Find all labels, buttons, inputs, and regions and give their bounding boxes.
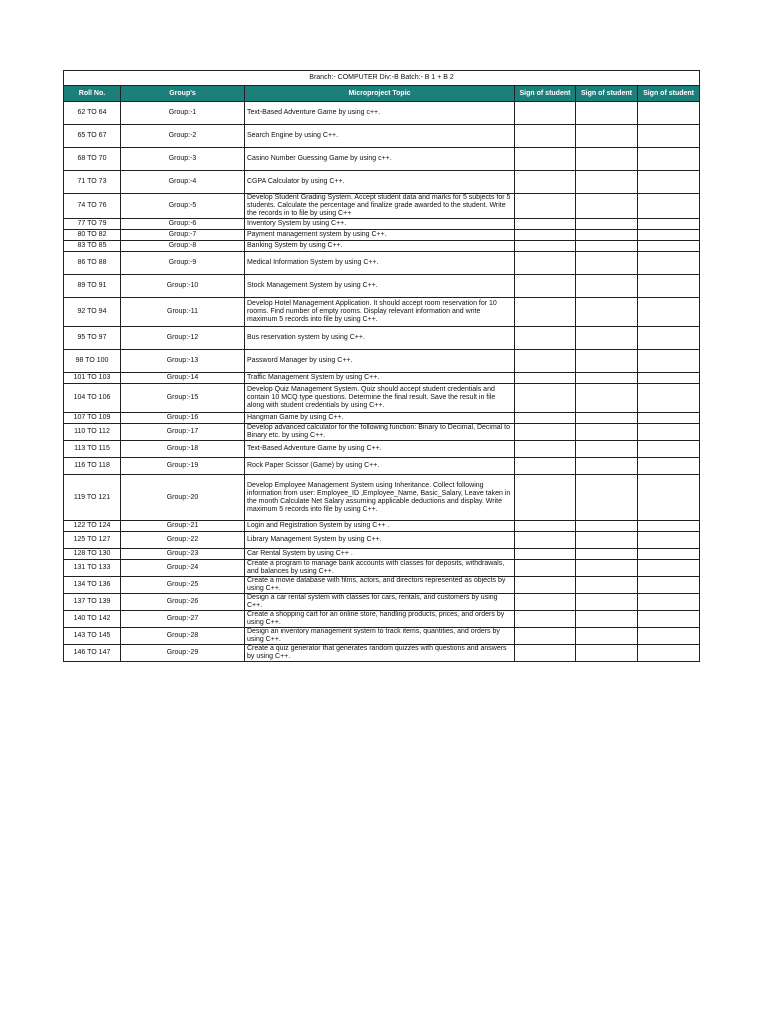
table-row [64,594,700,611]
roll-no-cell: 83 TO 85 [64,241,121,252]
signature-cell-1[interactable] [515,230,576,241]
topic-cell: Search Engine by using C++. [245,125,515,148]
roll-no-cell: 110 TO 112 [64,424,121,441]
roll-no-cell: 77 TO 79 [64,219,121,230]
signature-cell-2[interactable] [576,298,638,327]
signature-cell-2[interactable] [576,594,638,611]
signature-cell-2[interactable] [576,441,638,458]
signature-cell-2[interactable] [576,219,638,230]
group-cell: Group:-10 [121,275,245,298]
signature-cell-3[interactable] [638,549,700,560]
signature-cell-2[interactable] [576,458,638,475]
signature-cell-1[interactable] [515,384,576,413]
signature-cell-3[interactable] [638,230,700,241]
signature-cell-3[interactable] [638,413,700,424]
group-cell: Group:-14 [121,373,245,384]
signature-cell-1[interactable] [515,560,576,577]
group-cell: Group:-8 [121,241,245,252]
signature-cell-1[interactable] [515,171,576,194]
signature-cell-1[interactable] [515,441,576,458]
signature-cell-2[interactable] [576,252,638,275]
signature-cell-1[interactable] [515,424,576,441]
roll-no-cell: 65 TO 67 [64,125,121,148]
signature-cell-1[interactable] [515,194,576,219]
topic-cell: Car Rental System by using C++ . [245,549,515,560]
topic-cell: Stock Management System by using C++. [245,275,515,298]
table-row [64,475,700,521]
signature-cell-2[interactable] [576,532,638,549]
signature-cell-1[interactable] [515,148,576,171]
topic-cell: Create a movie database with films, actors, and directors represented as objects by using C++. [245,577,515,594]
group-cell: Group:-5 [121,194,245,219]
roll-no-cell: 104 TO 106 [64,384,121,413]
signature-cell-2[interactable] [576,577,638,594]
signature-cell-3[interactable] [638,241,700,252]
group-cell: Group:-17 [121,424,245,441]
topic-cell: Traffic Management System by using C++. [245,373,515,384]
table-row [64,424,700,441]
signature-cell-1[interactable] [515,413,576,424]
roll-no-cell: 107 TO 109 [64,413,121,424]
signature-cell-1[interactable] [515,475,576,521]
signature-cell-3[interactable] [638,252,700,275]
group-cell: Group:-21 [121,521,245,532]
signature-cell-1[interactable] [515,373,576,384]
signature-cell-2[interactable] [576,148,638,171]
table-row [64,230,700,241]
signature-cell-1[interactable] [515,327,576,350]
table-row [64,645,700,662]
signature-cell-1[interactable] [515,532,576,549]
header-row [64,86,700,102]
roll-no-cell: 92 TO 94 [64,298,121,327]
group-cell: Group:-2 [121,125,245,148]
roll-no-cell: 122 TO 124 [64,521,121,532]
signature-cell-1[interactable] [515,219,576,230]
signature-cell-2[interactable] [576,645,638,662]
signature-cell-1[interactable] [515,275,576,298]
table-row [64,413,700,424]
group-cell: Group:-1 [121,102,245,125]
signature-cell-3[interactable] [638,373,700,384]
table-row [64,384,700,413]
topic-cell: Rock Paper Scissor (Game) by using C++. [245,458,515,475]
roll-no-cell: 134 TO 136 [64,577,121,594]
signature-cell-3[interactable] [638,298,700,327]
signature-cell-2[interactable] [576,171,638,194]
signature-cell-3[interactable] [638,384,700,413]
signature-cell-1[interactable] [515,102,576,125]
signature-cell-2[interactable] [576,424,638,441]
table-row [64,611,700,628]
table-row [64,275,700,298]
roll-no-cell: 98 TO 100 [64,350,121,373]
group-cell: Group:-24 [121,560,245,577]
topic-cell: Develop advanced calculator for the following function: Binary to Decimal, Decimal to Binary etc. by using C++. [245,424,515,441]
sheet-title: Branch:- COMPUTER Div:-B Batch:- B 1 + B 2 [64,71,700,86]
topic-cell: Medical Information System by using C++. [245,252,515,275]
signature-cell-3[interactable] [638,125,700,148]
group-cell: Group:-12 [121,327,245,350]
signature-cell-2[interactable] [576,125,638,148]
topic-cell: Develop Hotel Management Application. It should accept room reservation for 10 rooms. Find number of empty rooms. Display relevant information and write maximum 5 records into file by using C++. [245,298,515,327]
topic-cell: Password Manager by using C++. [245,350,515,373]
roll-no-cell: 116 TO 118 [64,458,121,475]
table-row [64,298,700,327]
signature-cell-3[interactable] [638,458,700,475]
signature-cell-1[interactable] [515,645,576,662]
roll-no-cell: 137 TO 139 [64,594,121,611]
topic-cell: Inventory System by using C++. [245,219,515,230]
signature-cell-3[interactable] [638,611,700,628]
group-cell: Group:-16 [121,413,245,424]
topic-cell: Create a shopping cart for an online store, handling products, prices, and orders by using C++. [245,611,515,628]
signature-cell-1[interactable] [515,298,576,327]
topic-cell: Text-Based Adventure Game by using C++. [245,441,515,458]
table-row [64,194,700,219]
roll-no-cell: 86 TO 88 [64,252,121,275]
signature-cell-1[interactable] [515,521,576,532]
signature-cell-1[interactable] [515,125,576,148]
topic-cell: Develop Quiz Management System. Quiz should accept student credentials and contain 10 MCQ type questions. Determine the final result. Save the result in file along with student credentials by using C++. [245,384,515,413]
table-row [64,441,700,458]
group-cell: Group:-29 [121,645,245,662]
table-row [64,521,700,532]
table-row [64,532,700,549]
table-row [64,241,700,252]
signature-cell-3[interactable] [638,645,700,662]
roll-no-cell: 95 TO 97 [64,327,121,350]
signature-cell-2[interactable] [576,413,638,424]
signature-cell-3[interactable] [638,441,700,458]
signature-cell-2[interactable] [576,102,638,125]
signature-cell-3[interactable] [638,628,700,645]
roll-no-cell: 119 TO 121 [64,475,121,521]
microproject-table [63,70,700,662]
signature-cell-3[interactable] [638,275,700,298]
signature-cell-2[interactable] [576,521,638,532]
signature-cell-3[interactable] [638,424,700,441]
topic-cell: Design an inventory management system to track items, quantities, and orders by using C++. [245,628,515,645]
table-row [64,171,700,194]
topic-cell: Hangman Game by using C++. [245,413,515,424]
group-cell: Group:-3 [121,148,245,171]
groups-header: Group's [121,86,245,102]
group-cell: Group:-4 [121,171,245,194]
signature-cell-2[interactable] [576,350,638,373]
signature-cell-3[interactable] [638,521,700,532]
signature-cell-1[interactable] [515,577,576,594]
signature-cell-1[interactable] [515,241,576,252]
topic-cell: Create a quiz generator that generates random quizzes with questions and answers by using C++. [245,645,515,662]
group-cell: Group:-26 [121,594,245,611]
signature-cell-3[interactable] [638,532,700,549]
signature-cell-3[interactable] [638,560,700,577]
signature-cell-3[interactable] [638,102,700,125]
signature-cell-1[interactable] [515,594,576,611]
signature-cell-1[interactable] [515,628,576,645]
table-row [64,458,700,475]
roll-no-cell: 143 TO 145 [64,628,121,645]
group-cell: Group:-19 [121,458,245,475]
roll-no-cell: 140 TO 142 [64,611,121,628]
signature-cell-3[interactable] [638,475,700,521]
signature-cell-2[interactable] [576,560,638,577]
table-row [64,560,700,577]
group-cell: Group:-25 [121,577,245,594]
signature-cell-3[interactable] [638,594,700,611]
signature-cell-2[interactable] [576,475,638,521]
signature-cell-3[interactable] [638,577,700,594]
table-row [64,577,700,594]
topic-cell: Payment management system by using C++. [245,230,515,241]
table-row [64,252,700,275]
sign-header-3: Sign of student [638,86,700,102]
group-cell: Group:-18 [121,441,245,458]
table-row [64,350,700,373]
table-row [64,327,700,350]
roll-no-cell: 62 TO 64 [64,102,121,125]
signature-cell-2[interactable] [576,549,638,560]
topic-cell: Text-Based Adventure Game by using c++. [245,102,515,125]
group-cell: Group:-28 [121,628,245,645]
topic-cell: Login and Registration System by using C++ . [245,521,515,532]
topic-cell: Develop Employee Management System using Inheritance. Collect following information from user: Employee_ID ,Employee_Name, Basic_Salary, Leave taken in the month Calculate Net Salary assuming applicable deductions and display. Write maximum 5 records into file by using C++. [245,475,515,521]
signature-cell-2[interactable] [576,241,638,252]
roll-no-cell: 146 TO 147 [64,645,121,662]
table-row [64,628,700,645]
roll-no-cell: 131 TO 133 [64,560,121,577]
signature-cell-1[interactable] [515,458,576,475]
table-row [64,125,700,148]
signature-cell-2[interactable] [576,194,638,219]
signature-cell-3[interactable] [638,171,700,194]
group-cell: Group:-23 [121,549,245,560]
table-row [64,219,700,230]
topic-cell: Develop Student Grading System. Accept student data and marks for 5 subjects for 5 students. Calculate the percentage and finalize grade awarded to the student. Write the records in to file by using C++ [245,194,515,219]
signature-cell-3[interactable] [638,327,700,350]
roll-no-cell: 128 TO 130 [64,549,121,560]
topic-cell: Create a program to manage bank accounts with classes for deposits, withdrawals, and balances by using C++. [245,560,515,577]
roll-no-cell: 74 TO 76 [64,194,121,219]
group-cell: Group:-9 [121,252,245,275]
topic-cell: Casino Number Guessing Game by using c++. [245,148,515,171]
signature-cell-2[interactable] [576,327,638,350]
signature-cell-3[interactable] [638,194,700,219]
roll-no-cell: 71 TO 73 [64,171,121,194]
signature-cell-2[interactable] [576,611,638,628]
group-cell: Group:-22 [121,532,245,549]
signature-cell-1[interactable] [515,549,576,560]
signature-cell-2[interactable] [576,628,638,645]
roll-no-cell: 101 TO 103 [64,373,121,384]
roll-no-cell: 80 TO 82 [64,230,121,241]
roll-no-cell: 113 TO 115 [64,441,121,458]
table-row [64,549,700,560]
signature-cell-1[interactable] [515,252,576,275]
topic-cell: Banking System by using C++. [245,241,515,252]
group-cell: Group:-11 [121,298,245,327]
group-cell: Group:-15 [121,384,245,413]
group-cell: Group:-27 [121,611,245,628]
signature-cell-2[interactable] [576,230,638,241]
signature-cell-1[interactable] [515,611,576,628]
topic-cell: CGPA Calculator by using C++. [245,171,515,194]
roll-no-cell: 89 TO 91 [64,275,121,298]
group-cell: Group:-6 [121,219,245,230]
topic-cell: Design a car rental system with classes for cars, rentals, and customers by using C++. [245,594,515,611]
signature-cell-2[interactable] [576,373,638,384]
group-cell: Group:-20 [121,475,245,521]
roll-no-cell: 125 TO 127 [64,532,121,549]
table-row [64,102,700,125]
signature-cell-3[interactable] [638,219,700,230]
signature-cell-3[interactable] [638,350,700,373]
group-cell: Group:-13 [121,350,245,373]
sign-header-1: Sign of student [515,86,576,102]
topic-header: Microproject Topic [245,86,515,102]
group-cell: Group:-7 [121,230,245,241]
table-row [64,148,700,171]
signature-cell-2[interactable] [576,275,638,298]
roll-no-cell: 68 TO 70 [64,148,121,171]
table-row [64,373,700,384]
signature-cell-1[interactable] [515,350,576,373]
topic-cell: Bus reservation system by using C++. [245,327,515,350]
roll-no-header: Roll No. [64,86,121,102]
signature-cell-2[interactable] [576,384,638,413]
sign-header-2: Sign of student [576,86,638,102]
topic-cell: Library Management System by using C++. [245,532,515,549]
signature-cell-3[interactable] [638,148,700,171]
